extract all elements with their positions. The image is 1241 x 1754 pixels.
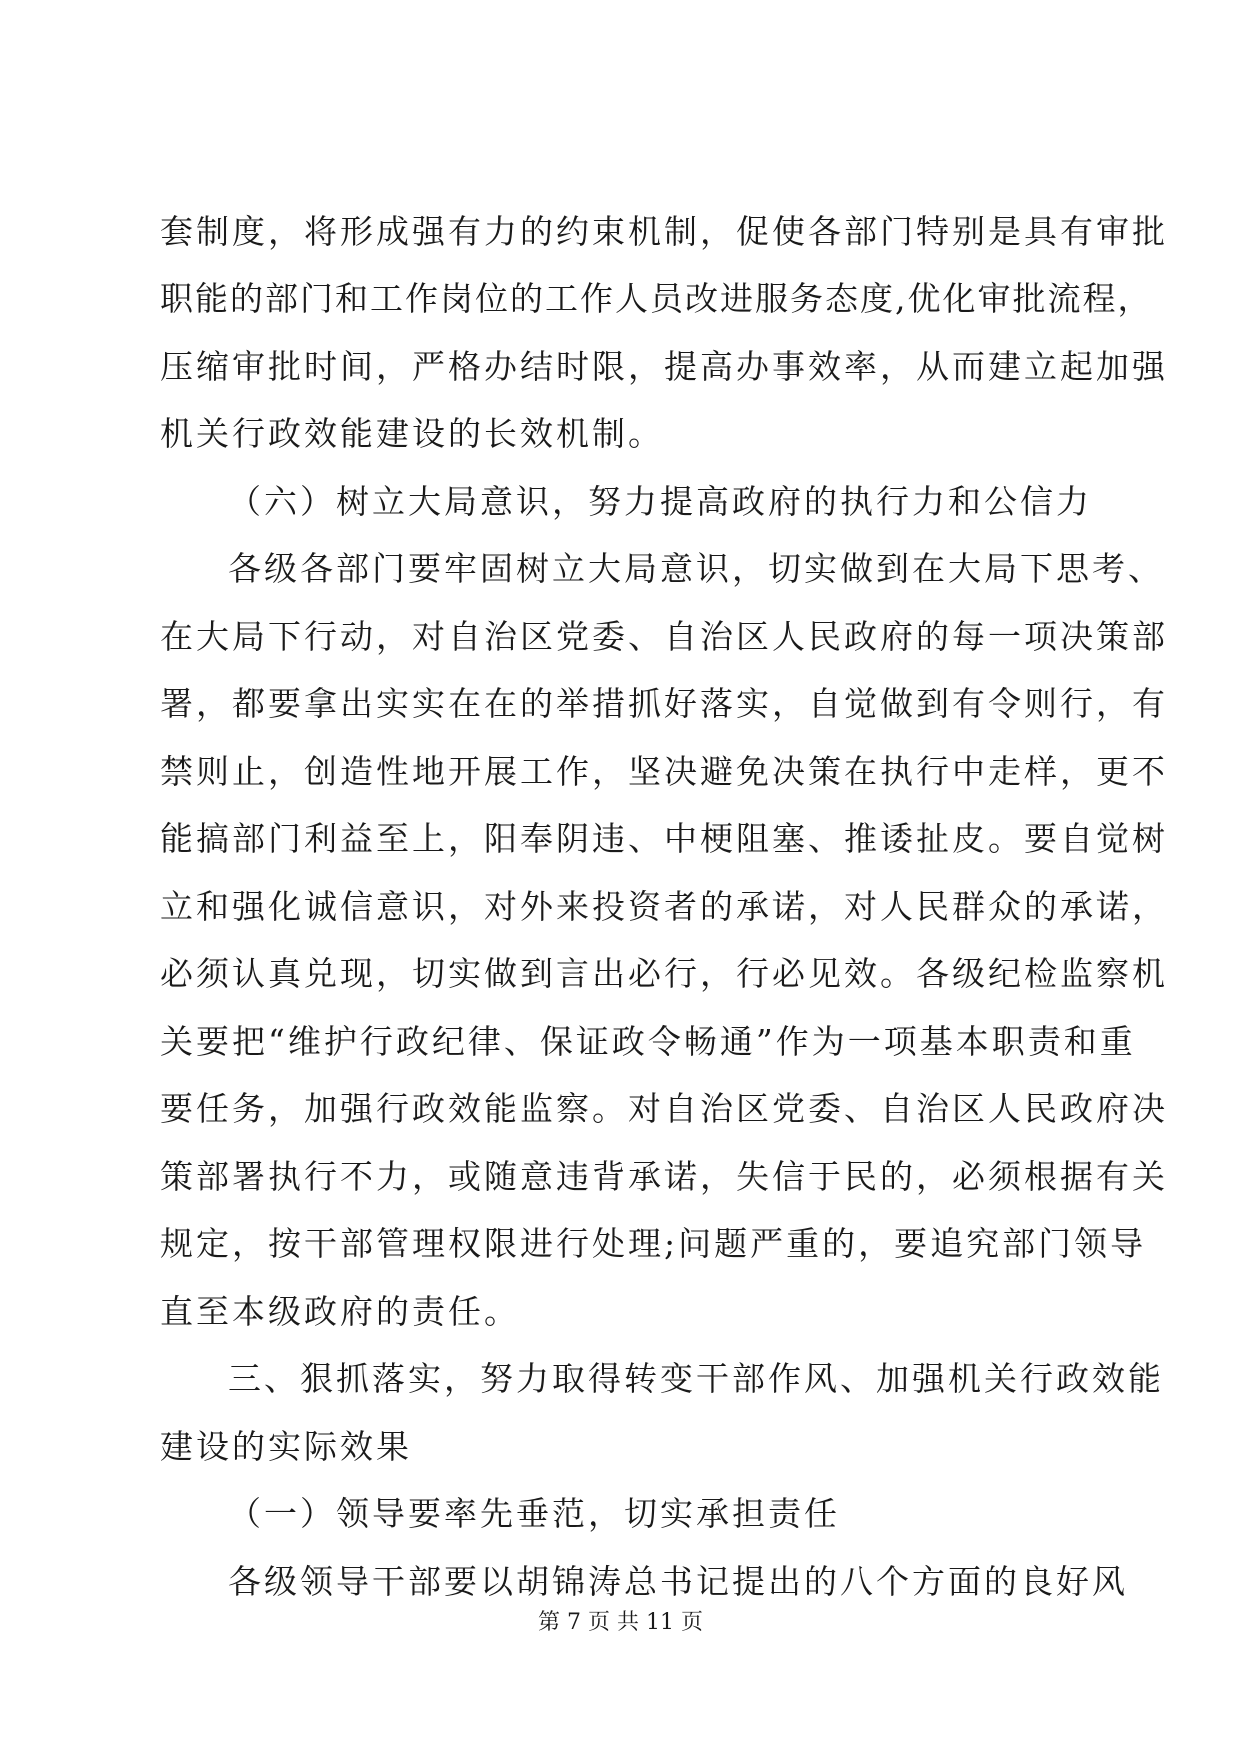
body-line-7: 在大局下行动，对自治区党委、自治区人民政府的每一项决策部 — [160, 617, 1168, 656]
body-line-8: 署，都要拿出实实在在的举措抓好落实，自觉做到有令则行，有 — [160, 684, 1168, 723]
body-line-14: 要任务，加强行政效能监察。对自治区党委、自治区人民政府决 — [160, 1089, 1168, 1128]
body-line-10: 能搞部门利益至上，阳奉阴违、中梗阻塞、推诿扯皮。要自觉树 — [160, 819, 1168, 858]
body-line-6: 各级各部门要牢固树立大局意识，切实做到在大局下思考、 — [228, 549, 1164, 588]
body-line-3: 压缩审批时间，严格办结时限，提高办事效率，从而建立起加强 — [160, 347, 1168, 386]
section-heading-three: 三、狠抓落实，努力取得转变干部作风、加强机关行政效能 — [228, 1359, 1164, 1398]
section-heading-one: （一）领导要率先垂范，切实承担责任 — [228, 1494, 840, 1533]
body-line-12: 必须认真兑现，切实做到言出必行，行必见效。各级纪检监察机 — [160, 954, 1168, 993]
body-line-13: 关要把“维护行政纪律、保证政令畅通”作为一项基本职责和重 — [160, 1022, 1136, 1061]
body-line-16: 规定，按干部管理权限进行处理;问题严重的，要追究部门领导 — [160, 1224, 1147, 1263]
body-line-11: 立和强化诚信意识，对外来投资者的承诺，对人民群众的承诺， — [160, 887, 1168, 926]
section-heading-six: （六）树立大局意识，努力提高政府的执行力和公信力 — [228, 482, 1092, 521]
body-line-9: 禁则止，创造性地开展工作，坚决避免决策在执行中走样，更不 — [160, 752, 1168, 791]
body-line-2: 职能的部门和工作岗位的工作人员改进服务态度,优化审批流程， — [160, 279, 1153, 318]
page-number-footer: 第 7 页 共 11 页 — [538, 1610, 703, 1635]
body-line-4: 机关行政效能建设的长效机制。 — [160, 414, 664, 453]
body-line-21: 各级领导干部要以胡锦涛总书记提出的八个方面的良好风 — [228, 1562, 1128, 1601]
body-line-17: 直至本级政府的责任。 — [160, 1292, 520, 1331]
body-line-1: 套制度，将形成强有力的约束机制，促使各部门特别是具有审批 — [160, 212, 1168, 251]
body-line-15: 策部署执行不力，或随意违背承诺，失信于民的，必须根据有关 — [160, 1157, 1168, 1196]
section-heading-three-cont: 建设的实际效果 — [160, 1427, 412, 1466]
